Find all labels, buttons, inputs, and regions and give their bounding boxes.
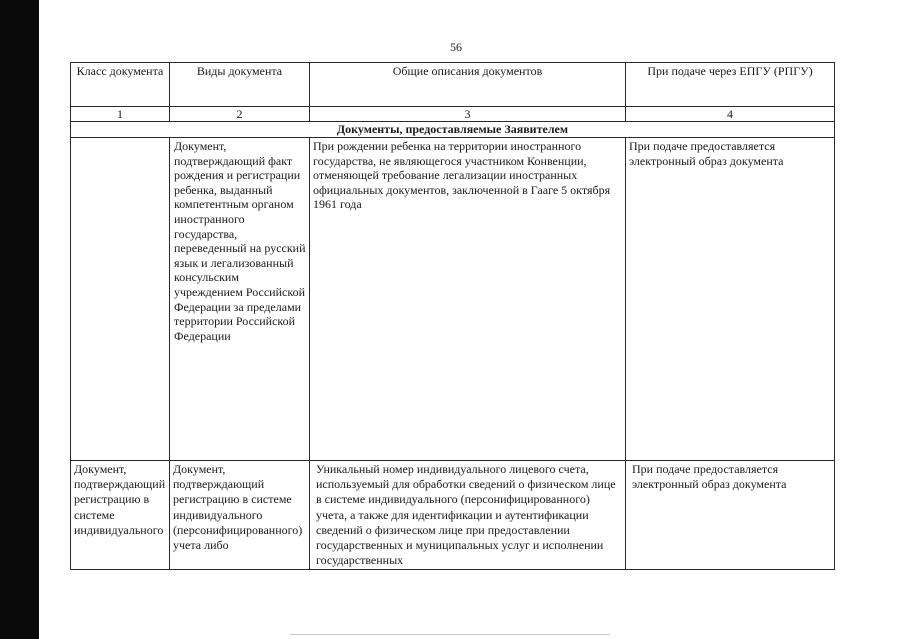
- column-number-2: 2: [170, 107, 310, 122]
- column-number-3: 3: [310, 107, 626, 122]
- section-row: [71, 122, 835, 138]
- column-number-1: 1: [71, 107, 170, 122]
- page-number: 56: [450, 40, 462, 54]
- table-row: [71, 461, 835, 570]
- header-kind: Виды документа: [170, 63, 310, 107]
- page-bottom-line: [290, 634, 610, 635]
- cell-kind: Документ, подтверждающий регистрацию в системе индивидуального (персонифицированного) учета либо: [170, 461, 310, 570]
- cell-epgu: При подаче предоставляется электронный образ документа: [626, 461, 835, 570]
- table-row: [71, 138, 835, 461]
- column-number-row: [71, 107, 835, 122]
- scan-black-edge: [0, 0, 39, 639]
- column-number-4: 4: [626, 107, 835, 122]
- section-title: Документы, предоставляемые Заявителем: [71, 122, 835, 138]
- cell-description: Уникальный номер индивидуального лицевого счета, используемый для обработки сведений о физическом лице в системе индивидуального (персонифицированного) учета, а также для идентификации и аутентификации сведений о физическом лице при предоставлении государственных и муниципальных услуг и исполнении государственных: [310, 461, 626, 570]
- table-header-row: [71, 63, 835, 107]
- cell-class: [71, 138, 170, 461]
- documents-table: [70, 62, 835, 570]
- header-epgu: При подаче через ЕПГУ (РПГУ): [626, 63, 835, 107]
- cell-description: При рождении ребенка на территории иностранного государства, не являющегося участником Конвенции, отменяющей требование легализации иностранных официальных документов, заключенной в Гааге 5 октября 1961 года: [310, 138, 626, 461]
- header-class: Класс документа: [71, 63, 170, 107]
- cell-kind: Документ, подтверждающий факт рождения и регистрации ребенка, выданный компетентным органом иностранного государства, переведенный на русский язык и легализованный консульским учреждением Российской Федерации за пределами территории Российской Федерации: [170, 138, 310, 461]
- cell-epgu: При подаче предоставляется электронный образ документа: [626, 138, 835, 461]
- cell-class: Документ, подтверждающий регистрацию в системе индивидуального: [71, 461, 170, 570]
- header-description: Общие описания документов: [310, 63, 626, 107]
